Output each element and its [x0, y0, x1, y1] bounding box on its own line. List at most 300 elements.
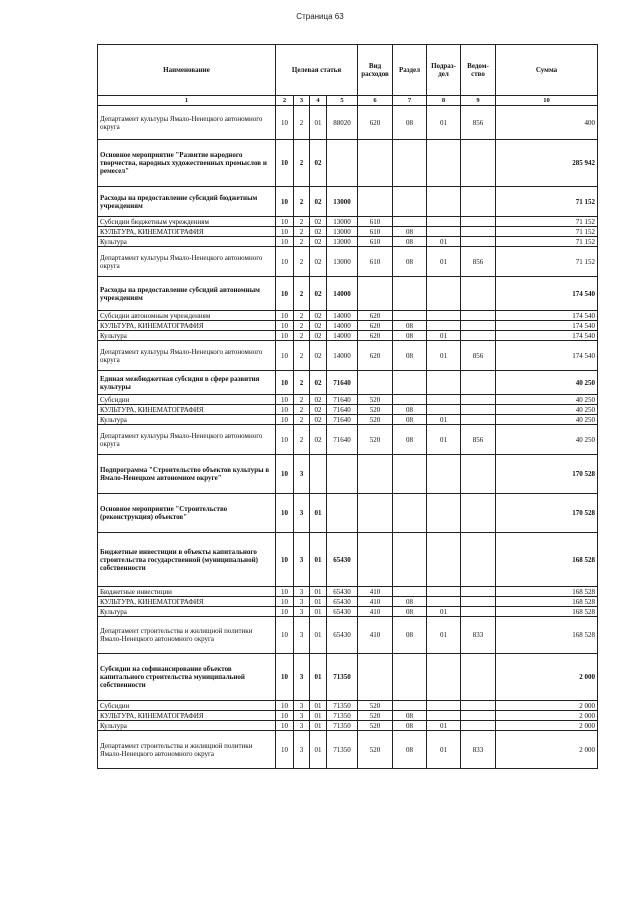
subsection-cell: 01: [427, 415, 461, 425]
amount-cell: 40 250: [496, 415, 598, 425]
subsection-cell: [427, 654, 461, 701]
table-row: [98, 711, 598, 721]
target-part-1-cell: 10: [276, 187, 294, 217]
expense-type-cell: 410: [358, 607, 393, 617]
expense-type-cell: [358, 494, 393, 533]
department-cell: [461, 654, 496, 701]
target-part-2-cell: 3: [294, 711, 310, 721]
subsection-cell: [427, 321, 461, 331]
subsection-cell: [427, 533, 461, 587]
table-row: [98, 331, 598, 341]
column-number: 7: [393, 96, 427, 106]
expense-type-cell: 610: [358, 247, 393, 277]
expense-type-cell: 620: [358, 331, 393, 341]
section-cell: 08: [393, 106, 427, 140]
amount-cell: 2 000: [496, 711, 598, 721]
target-part-1-cell: 10: [276, 331, 294, 341]
expense-type-cell: [358, 654, 393, 701]
row-name-cell: Культура: [98, 721, 276, 731]
amount-cell: 174 540: [496, 277, 598, 311]
amount-cell: 71 152: [496, 187, 598, 217]
table-row: [98, 187, 598, 217]
target-part-2-cell: 2: [294, 237, 310, 247]
expense-type-cell: 610: [358, 227, 393, 237]
column-number: 9: [461, 96, 496, 106]
column-number: 6: [358, 96, 393, 106]
department-cell: [461, 331, 496, 341]
department-cell: [461, 217, 496, 227]
department-cell: [461, 395, 496, 405]
target-part-4-cell: 88020: [327, 106, 358, 140]
department-cell: [461, 227, 496, 237]
target-part-1-cell: 10: [276, 247, 294, 277]
column-number: 1: [98, 96, 276, 106]
section-cell: 08: [393, 721, 427, 731]
page-label: Страница 63: [296, 12, 344, 21]
section-cell: 08: [393, 227, 427, 237]
department-cell: [461, 701, 496, 711]
expense-type-cell: 520: [358, 711, 393, 721]
section-cell: [393, 311, 427, 321]
amount-cell: 2 000: [496, 721, 598, 731]
department-cell: [461, 237, 496, 247]
target-part-3-cell: 02: [310, 415, 327, 425]
amount-cell: 285 942: [496, 140, 598, 187]
target-part-4-cell: 13000: [327, 237, 358, 247]
target-part-4-cell: 65430: [327, 587, 358, 597]
target-part-3-cell: 01: [310, 494, 327, 533]
target-part-4-cell: 65430: [327, 533, 358, 587]
section-cell: 08: [393, 607, 427, 617]
table-row: [98, 237, 598, 247]
department-cell: [461, 321, 496, 331]
subsection-cell: [427, 140, 461, 187]
row-name-cell: КУЛЬТУРА, КИНЕМАТОГРАФИЯ: [98, 711, 276, 721]
subsection-cell: 01: [427, 607, 461, 617]
target-part-2-cell: 3: [294, 455, 310, 494]
expense-type-cell: 520: [358, 395, 393, 405]
subsection-cell: [427, 701, 461, 711]
target-part-4-cell: 71350: [327, 654, 358, 701]
row-name-cell: Основное мероприятие "Развитие народного творчества, народных художественных промыслов и ремесел": [98, 140, 276, 187]
target-part-4-cell: 65430: [327, 597, 358, 607]
target-part-3-cell: 02: [310, 405, 327, 415]
target-part-1-cell: 10: [276, 597, 294, 607]
budget-table: [97, 44, 598, 769]
subsection-cell: 01: [427, 721, 461, 731]
expense-type-cell: 620: [358, 106, 393, 140]
amount-cell: 174 540: [496, 331, 598, 341]
table-row: [98, 227, 598, 237]
target-part-1-cell: 10: [276, 227, 294, 237]
target-part-3-cell: 01: [310, 106, 327, 140]
target-part-3-cell: 01: [310, 533, 327, 587]
target-part-3-cell: 02: [310, 237, 327, 247]
target-part-4-cell: 71640: [327, 425, 358, 455]
target-part-2-cell: 3: [294, 597, 310, 607]
table-row: [98, 247, 598, 277]
table-row: [98, 731, 598, 769]
section-cell: 08: [393, 321, 427, 331]
target-part-3-cell: 02: [310, 247, 327, 277]
expense-type-cell: 520: [358, 731, 393, 769]
department-cell: [461, 415, 496, 425]
subsection-cell: 01: [427, 617, 461, 654]
target-part-3-cell: 01: [310, 617, 327, 654]
target-part-4-cell: 13000: [327, 187, 358, 217]
section-cell: [393, 371, 427, 395]
expense-type-cell: [358, 187, 393, 217]
target-part-4-cell: [327, 455, 358, 494]
row-name-cell: Департамент культуры Ямало-Ненецкого автономного округа: [98, 247, 276, 277]
expense-type-cell: 620: [358, 321, 393, 331]
target-part-3-cell: 02: [310, 341, 327, 371]
amount-cell: 174 540: [496, 341, 598, 371]
target-part-2-cell: 2: [294, 415, 310, 425]
target-part-2-cell: 3: [294, 607, 310, 617]
target-part-4-cell: 71640: [327, 405, 358, 415]
table-row: [98, 341, 598, 371]
expense-type-cell: [358, 277, 393, 311]
target-part-2-cell: 3: [294, 494, 310, 533]
department-cell: 856: [461, 425, 496, 455]
department-cell: 833: [461, 731, 496, 769]
table-row: [98, 701, 598, 711]
amount-cell: 168 528: [496, 533, 598, 587]
target-part-4-cell: 13000: [327, 227, 358, 237]
table-row: [98, 455, 598, 494]
table-row: [98, 587, 598, 597]
target-part-1-cell: 10: [276, 277, 294, 311]
table-row: [98, 654, 598, 701]
target-part-2-cell: 2: [294, 140, 310, 187]
subsection-cell: [427, 597, 461, 607]
amount-cell: 170 528: [496, 455, 598, 494]
row-name-cell: Подпрограмма "Строительство объектов культуры в Ямало-Ненецком автономном округе": [98, 455, 276, 494]
target-part-1-cell: 10: [276, 140, 294, 187]
subsection-cell: 01: [427, 331, 461, 341]
row-name-cell: Субсидии: [98, 701, 276, 711]
target-part-4-cell: 14000: [327, 321, 358, 331]
target-part-2-cell: 3: [294, 731, 310, 769]
column-number: 8: [427, 96, 461, 106]
table-row: [98, 311, 598, 321]
section-cell: [393, 217, 427, 227]
table-row: [98, 494, 598, 533]
row-name-cell: Субсидии автономным учреждениям: [98, 311, 276, 321]
target-part-2-cell: 3: [294, 587, 310, 597]
subsection-cell: 01: [427, 106, 461, 140]
header-target-article: Целевая статья: [276, 45, 358, 96]
target-part-2-cell: 2: [294, 311, 310, 321]
department-cell: [461, 533, 496, 587]
row-name-cell: Субсидии на софинансирование объектов капитального строительства муниципальной собственности: [98, 654, 276, 701]
table-row: [98, 533, 598, 587]
expense-type-cell: 520: [358, 425, 393, 455]
target-part-3-cell: 02: [310, 277, 327, 311]
row-name-cell: Бюджетные инвестиции: [98, 587, 276, 597]
target-part-4-cell: 14000: [327, 341, 358, 371]
department-cell: [461, 405, 496, 415]
expense-type-cell: 610: [358, 217, 393, 227]
row-name-cell: Культура: [98, 607, 276, 617]
subsection-cell: [427, 227, 461, 237]
expense-type-cell: [358, 371, 393, 395]
target-part-3-cell: 01: [310, 731, 327, 769]
subsection-cell: 01: [427, 247, 461, 277]
expense-type-cell: [358, 140, 393, 187]
header-amount: Сумма: [496, 45, 598, 96]
target-part-1-cell: 10: [276, 494, 294, 533]
target-part-1-cell: 10: [276, 321, 294, 331]
target-part-4-cell: 13000: [327, 247, 358, 277]
header-department: Ведом-ство: [461, 45, 496, 96]
row-name-cell: КУЛЬТУРА, КИНЕМАТОГРАФИЯ: [98, 597, 276, 607]
table-row: [98, 371, 598, 395]
section-cell: 08: [393, 331, 427, 341]
table-row: [98, 277, 598, 311]
target-part-3-cell: 02: [310, 217, 327, 227]
department-cell: [461, 187, 496, 217]
row-name-cell: Единая межбюджетная субсидия в сфере развития культуры: [98, 371, 276, 395]
department-cell: [461, 721, 496, 731]
target-part-2-cell: 3: [294, 721, 310, 731]
subsection-cell: 01: [427, 425, 461, 455]
row-name-cell: КУЛЬТУРА, КИНЕМАТОГРАФИЯ: [98, 405, 276, 415]
target-part-1-cell: 10: [276, 371, 294, 395]
target-part-1-cell: 10: [276, 654, 294, 701]
expense-type-cell: 520: [358, 405, 393, 415]
amount-cell: 71 152: [496, 247, 598, 277]
row-name-cell: Департамент культуры Ямало-Ненецкого автономного округа: [98, 106, 276, 140]
amount-cell: 2 000: [496, 731, 598, 769]
table-row: [98, 140, 598, 187]
row-name-cell: Культура: [98, 331, 276, 341]
target-part-2-cell: 2: [294, 227, 310, 237]
department-cell: [461, 597, 496, 607]
amount-cell: 170 528: [496, 494, 598, 533]
subsection-cell: [427, 311, 461, 321]
row-name-cell: Субсидии бюджетным учреждениям: [98, 217, 276, 227]
department-cell: [461, 711, 496, 721]
section-cell: [393, 277, 427, 311]
expense-type-cell: 610: [358, 237, 393, 247]
column-number: 5: [327, 96, 358, 106]
amount-cell: 40 250: [496, 425, 598, 455]
target-part-2-cell: 2: [294, 217, 310, 227]
target-part-1-cell: 10: [276, 587, 294, 597]
subsection-cell: 01: [427, 237, 461, 247]
header-name: Наименование: [98, 45, 276, 96]
target-part-4-cell: 71640: [327, 371, 358, 395]
target-part-1-cell: 10: [276, 405, 294, 415]
target-part-4-cell: 71350: [327, 711, 358, 721]
header-section: Раздел: [393, 45, 427, 96]
amount-cell: 168 528: [496, 617, 598, 654]
row-name-cell: Департамент культуры Ямало-Ненецкого автономного округа: [98, 425, 276, 455]
subsection-cell: 01: [427, 341, 461, 371]
subsection-cell: [427, 587, 461, 597]
amount-cell: 40 250: [496, 405, 598, 415]
table-row: [98, 597, 598, 607]
target-part-4-cell: 71640: [327, 415, 358, 425]
row-name-cell: Департамент строительства и жилищной политики Ямало-Ненецкого автономного округа: [98, 731, 276, 769]
section-cell: 08: [393, 711, 427, 721]
target-part-4-cell: 71350: [327, 721, 358, 731]
amount-cell: 71 152: [496, 217, 598, 227]
target-part-4-cell: 14000: [327, 311, 358, 321]
target-part-1-cell: 10: [276, 341, 294, 371]
department-cell: [461, 587, 496, 597]
section-cell: 08: [393, 247, 427, 277]
department-cell: [461, 277, 496, 311]
target-part-1-cell: 10: [276, 533, 294, 587]
target-part-2-cell: 3: [294, 617, 310, 654]
target-part-3-cell: 02: [310, 140, 327, 187]
table-row: [98, 607, 598, 617]
target-part-3-cell: 02: [310, 227, 327, 237]
section-cell: [393, 140, 427, 187]
table-row: [98, 321, 598, 331]
target-part-2-cell: 2: [294, 277, 310, 311]
target-part-4-cell: 65430: [327, 607, 358, 617]
section-cell: 08: [393, 405, 427, 415]
row-name-cell: Культура: [98, 415, 276, 425]
target-part-2-cell: 2: [294, 247, 310, 277]
target-part-1-cell: 10: [276, 455, 294, 494]
department-cell: 856: [461, 106, 496, 140]
target-part-3-cell: 02: [310, 331, 327, 341]
row-name-cell: Основное мероприятие "Строительство (реконструкция) объектов": [98, 494, 276, 533]
section-cell: 08: [393, 341, 427, 371]
expense-type-cell: 520: [358, 721, 393, 731]
amount-cell: 168 528: [496, 587, 598, 597]
row-name-cell: Расходы на предоставление субсидий бюджетным учреждениям: [98, 187, 276, 217]
target-part-2-cell: 2: [294, 331, 310, 341]
expense-type-cell: [358, 533, 393, 587]
target-part-3-cell: 02: [310, 371, 327, 395]
expense-type-cell: 520: [358, 415, 393, 425]
column-number: 3: [294, 96, 310, 106]
target-part-3-cell: [310, 455, 327, 494]
target-part-1-cell: 10: [276, 721, 294, 731]
row-name-cell: КУЛЬТУРА, КИНЕМАТОГРАФИЯ: [98, 227, 276, 237]
target-part-4-cell: 65430: [327, 617, 358, 654]
target-part-2-cell: 2: [294, 106, 310, 140]
amount-cell: 168 528: [496, 597, 598, 607]
target-part-1-cell: 10: [276, 106, 294, 140]
amount-cell: 40 250: [496, 395, 598, 405]
target-part-1-cell: 10: [276, 701, 294, 711]
subsection-cell: [427, 711, 461, 721]
department-cell: [461, 371, 496, 395]
target-part-2-cell: 3: [294, 701, 310, 711]
section-cell: 08: [393, 597, 427, 607]
column-number: 2: [276, 96, 294, 106]
section-cell: [393, 533, 427, 587]
section-cell: 08: [393, 425, 427, 455]
target-part-3-cell: 02: [310, 425, 327, 455]
subsection-cell: [427, 187, 461, 217]
section-cell: [393, 455, 427, 494]
target-part-4-cell: [327, 140, 358, 187]
table-row: [98, 415, 598, 425]
expense-type-cell: 410: [358, 597, 393, 607]
target-part-1-cell: 10: [276, 731, 294, 769]
expense-type-cell: 410: [358, 617, 393, 654]
target-part-3-cell: 01: [310, 711, 327, 721]
row-name-cell: Расходы на предоставление субсидий автономным учреждениям: [98, 277, 276, 311]
subsection-cell: [427, 405, 461, 415]
subsection-cell: [427, 371, 461, 395]
amount-cell: 2 000: [496, 654, 598, 701]
department-cell: [461, 494, 496, 533]
target-part-2-cell: 3: [294, 533, 310, 587]
table-row: [98, 405, 598, 415]
department-cell: [461, 607, 496, 617]
department-cell: 856: [461, 341, 496, 371]
target-part-1-cell: 10: [276, 237, 294, 247]
target-part-3-cell: 02: [310, 187, 327, 217]
department-cell: [461, 311, 496, 321]
target-part-1-cell: 10: [276, 217, 294, 227]
subsection-cell: [427, 494, 461, 533]
expense-type-cell: 410: [358, 587, 393, 597]
target-part-3-cell: 02: [310, 395, 327, 405]
expense-type-cell: 620: [358, 341, 393, 371]
department-cell: 833: [461, 617, 496, 654]
section-cell: 08: [393, 237, 427, 247]
target-part-4-cell: 14000: [327, 331, 358, 341]
target-part-3-cell: 01: [310, 587, 327, 597]
amount-cell: 168 528: [496, 607, 598, 617]
section-cell: 08: [393, 617, 427, 654]
column-number: 4: [310, 96, 327, 106]
target-part-4-cell: [327, 494, 358, 533]
target-part-3-cell: 01: [310, 654, 327, 701]
target-part-4-cell: 71640: [327, 395, 358, 405]
table-row: [98, 617, 598, 654]
department-cell: [461, 140, 496, 187]
expense-type-cell: 520: [358, 701, 393, 711]
amount-cell: 174 540: [496, 321, 598, 331]
subsection-cell: 01: [427, 731, 461, 769]
subsection-cell: [427, 455, 461, 494]
target-part-2-cell: 2: [294, 341, 310, 371]
department-cell: 856: [461, 247, 496, 277]
target-part-2-cell: 3: [294, 654, 310, 701]
subsection-cell: [427, 217, 461, 227]
target-part-1-cell: 10: [276, 425, 294, 455]
target-part-2-cell: 2: [294, 371, 310, 395]
target-part-1-cell: 10: [276, 607, 294, 617]
section-cell: [393, 654, 427, 701]
target-part-4-cell: 71350: [327, 731, 358, 769]
department-cell: [461, 455, 496, 494]
target-part-2-cell: 2: [294, 425, 310, 455]
target-part-1-cell: 10: [276, 415, 294, 425]
target-part-3-cell: 01: [310, 597, 327, 607]
table-row: [98, 106, 598, 140]
section-cell: 08: [393, 415, 427, 425]
section-cell: [393, 701, 427, 711]
target-part-4-cell: 14000: [327, 277, 358, 311]
amount-cell: 400: [496, 106, 598, 140]
target-part-1-cell: 10: [276, 395, 294, 405]
section-cell: 08: [393, 731, 427, 769]
row-name-cell: Департамент строительства и жилищной политики Ямало-Ненецкого автономного округа: [98, 617, 276, 654]
target-part-3-cell: 01: [310, 607, 327, 617]
